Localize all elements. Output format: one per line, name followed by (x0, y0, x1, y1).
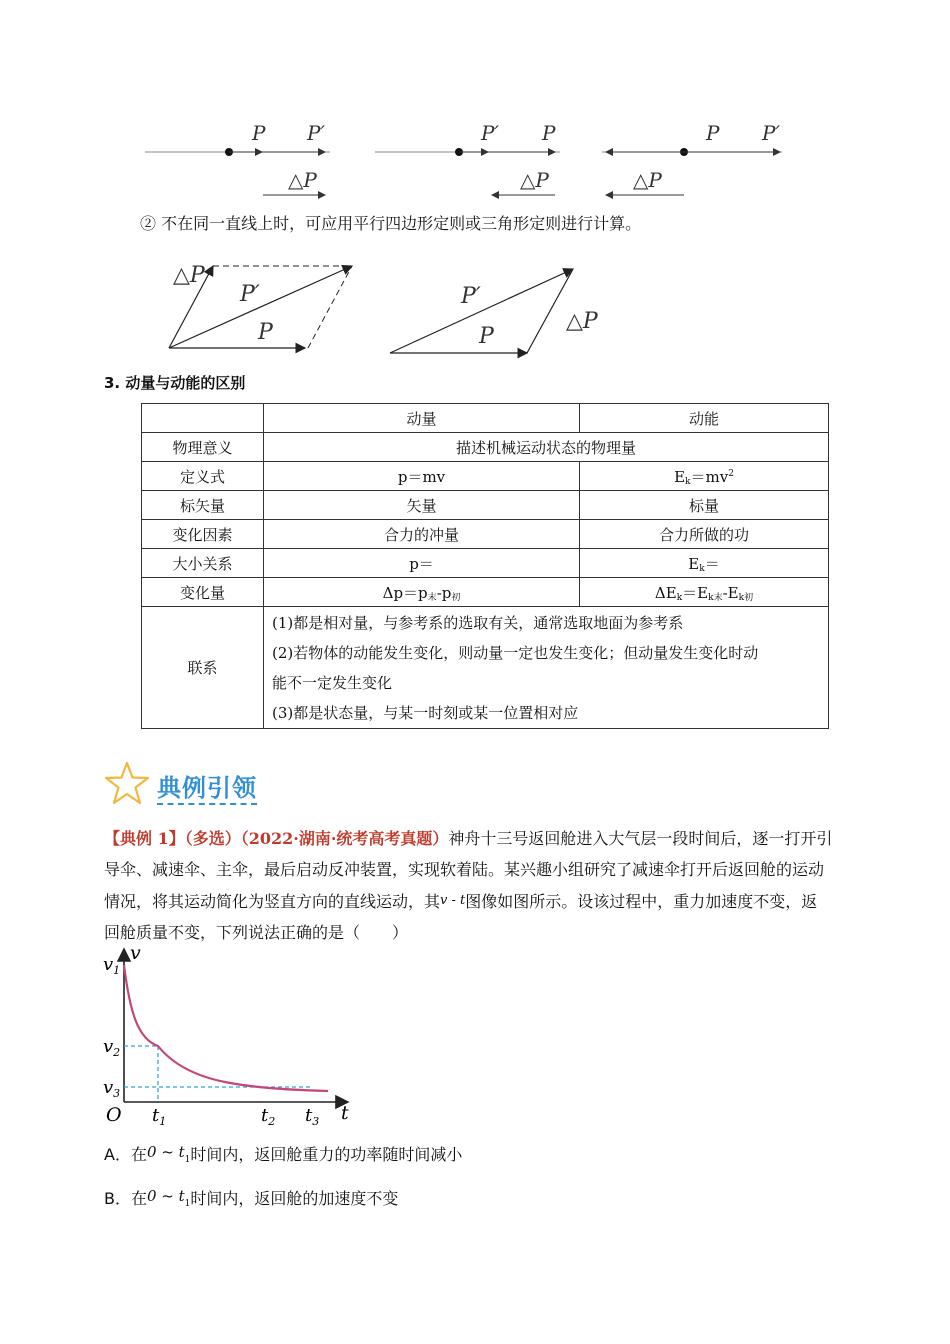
parallelogram-delta-label: △P (173, 263, 205, 288)
x-tick-label: $t_1$ (152, 1105, 167, 1128)
table-row (142, 491, 829, 520)
table-row (142, 520, 829, 549)
row-label: 物理意义 (142, 433, 264, 462)
triangle-diagram (390, 269, 599, 353)
example-paragraph: 【典例 1】（多选）（2022·湖南·统考高考真题）神舟十三号返回舱进入大气层一段时间后，逐一打开引 导伞、减速伞、主伞，最后启动反冲装置，实现软着陆。某兴趣小组研究了减速伞打开后返回舱的运动 情况，将其运动简化为竖直方向的直线运动，其v - t图像如图所示。设该过程中，重力加速度不变，返 回舱质量不变，下列说法正确的是（ ） (104, 829, 833, 942)
example-multi: （多选） (184, 829, 241, 848)
relation-line: 能不一定发生变化 (272, 673, 393, 692)
x-tick-label: $t_2$ (261, 1105, 276, 1128)
table-cell: p＝mv (264, 462, 580, 491)
table-cell: $\Delta p=p_末-p_初$ (264, 578, 580, 607)
row-label: 变化因素 (142, 520, 264, 549)
d2-p-label: P (542, 121, 556, 145)
vector-diagrams (165, 255, 645, 365)
section-3-title: 3. 动量与动能的区别 (104, 374, 246, 392)
table-cell: $E_k=mv^2$ (580, 462, 829, 491)
x-axis-label: t (341, 1102, 349, 1124)
collinear-diagram-3 (602, 121, 782, 195)
table-cell: $\Delta E_k=E_{k末}-E_{k初}$ (580, 578, 829, 607)
example-tag: 【典例 1】 (104, 829, 185, 848)
d3-delta-label: △P (633, 168, 662, 192)
y-tick-label: $v_1$ (103, 954, 121, 977)
collinear-diagrams (140, 115, 790, 205)
y-axis-label: v (130, 943, 141, 964)
table-cell: 合力的冲量 (264, 520, 580, 549)
table-cell: $E_k=$ (580, 549, 829, 578)
banner-title: 典例引领 (157, 768, 257, 805)
relation-line: (3)都是状态量，与某一时刻或某一位置相对应 (272, 703, 579, 722)
collinear-diagram-1 (145, 121, 330, 195)
y-tick-label: $v_2$ (103, 1036, 121, 1059)
example-source: （2022·湖南·统考高考真题） (240, 829, 449, 848)
table-row (142, 607, 829, 729)
d1-p-label: P (252, 121, 266, 145)
collinear-diagram-2 (375, 121, 560, 195)
d2-pprime-label: P′ (481, 121, 499, 145)
y-tick-label: $v_3$ (103, 1077, 121, 1100)
relation-line: (2)若物体的动能发生变化，则动量一定也发生变化；但动量发生变化时动 (272, 643, 759, 662)
parallelogram-diagram (169, 263, 352, 348)
table-cell: 合力所做的功 (580, 520, 829, 549)
row-label: 大小关系 (142, 549, 264, 578)
parallelogram-pprime-label: P′ (240, 282, 260, 307)
star-icon (104, 761, 150, 805)
vt-chart (100, 943, 360, 1128)
option-a[interactable]: A．在0 ~ $t_1$时间内，返回舱重力的功率随时间减小 (104, 1143, 463, 1165)
row-label: 联系 (142, 607, 264, 729)
d3-p-label: P (706, 121, 720, 145)
table-row (142, 433, 829, 462)
table-header-row (142, 404, 829, 433)
d1-delta-label: △P (288, 168, 317, 192)
origin-label: O (106, 1104, 122, 1126)
row-label: 定义式 (142, 462, 264, 491)
relation-cell (264, 607, 829, 729)
rule-2-text: ② 不在同一直线上时，可应用平行四边形定则或三角形定则进行计算。 (140, 214, 642, 233)
table-header-cell (142, 404, 264, 433)
triangle-p-label: P (479, 324, 494, 349)
d1-pprime-label: P′ (307, 121, 325, 145)
momentum-energy-table (141, 403, 829, 729)
table-row (142, 549, 829, 578)
parallelogram-p-label: P (258, 320, 273, 345)
triangle-pprime-label: P′ (461, 284, 481, 309)
table-cell: 矢量 (264, 491, 580, 520)
d2-delta-label: △P (520, 168, 549, 192)
row-label: 标矢量 (142, 491, 264, 520)
option-b[interactable]: B．在0 ~ $t_1$时间内，返回舱的加速度不变 (104, 1187, 399, 1209)
table-row (142, 578, 829, 607)
triangle-delta-label: △P (566, 309, 598, 334)
row-label: 变化量 (142, 578, 264, 607)
table-cell: p＝ (264, 549, 580, 578)
relation-line: (1)都是相对量，与参考系的选取有关，通常选取地面为参考系 (272, 613, 684, 632)
table-cell: 标量 (580, 491, 829, 520)
table-header-cell: 动量 (264, 404, 580, 433)
x-tick-label: $t_3$ (305, 1105, 320, 1128)
table-cell: 描述机械运动状态的物理量 (264, 433, 829, 462)
table-header-cell: 动能 (580, 404, 829, 433)
velocity-curve (124, 965, 328, 1091)
d3-pprime-label: P′ (762, 121, 780, 145)
table-row (142, 462, 829, 491)
